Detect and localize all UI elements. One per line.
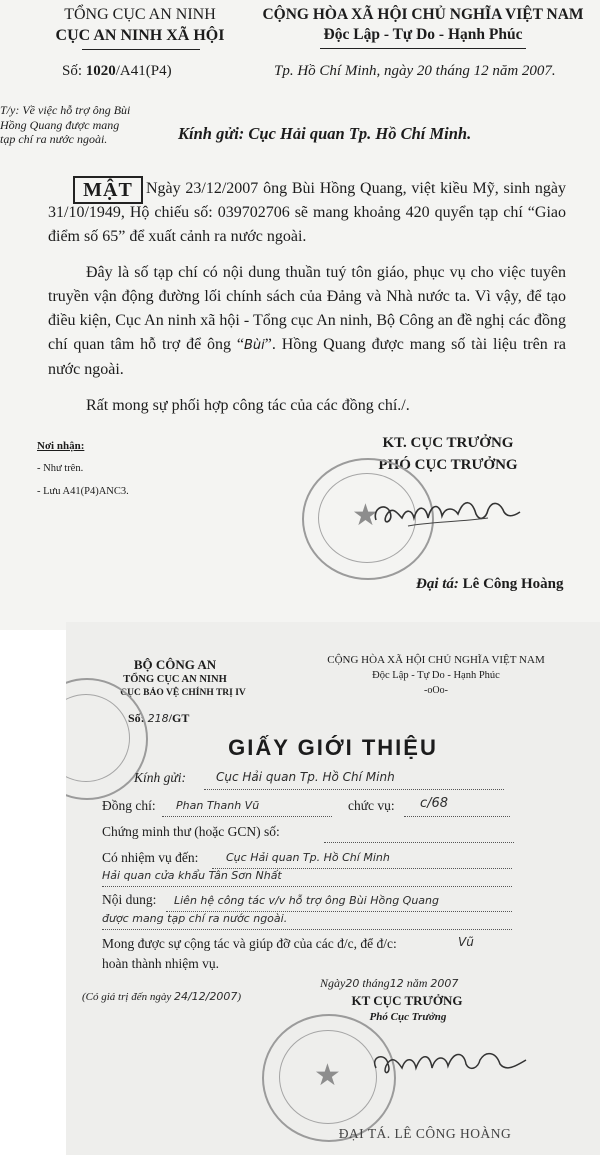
position-label: chức vụ: — [348, 798, 395, 813]
country-name: CỘNG HÒA XÃ HỘI CHỦ NGHĨA VIỆT NAM — [327, 654, 545, 666]
introduction-letter — [66, 622, 600, 1155]
issue-date — [320, 976, 458, 991]
recipient-line — [178, 124, 471, 144]
number-suffix: /GT — [168, 711, 190, 725]
date-prefix: Ngày — [320, 976, 346, 990]
agency-parent: TỔNG CỤC AN NINH — [64, 6, 216, 23]
request-text: Mong được sự cộng tác và giúp đỡ của các đ/c, để đ/c: — [102, 936, 397, 951]
number-label: Số: — [62, 63, 83, 79]
seal-star-icon: ★ — [352, 498, 379, 533]
comrade-value: Phan Thanh Vũ — [176, 799, 260, 812]
signer-name: Lê Công Hoàng — [462, 576, 564, 592]
content-label: Nội dung: — [102, 892, 157, 907]
mission-label: Có nhiệm vụ đến: — [102, 850, 199, 865]
national-motto: Độc Lập - Tự Do - Hạnh Phúc — [372, 670, 500, 681]
paragraph-2: Đây là số tạp chí có nội dung thuần tuý tôn giáo, phục vụ cho việc tuyên truyền vận động đường lối chính sách của Đảng và Nhà nước ta. Vì vậy, để tạo điều kiện, Cục An ninh xã hội - Tổng cục An ninh, Bộ Công an đề nghị các đồng chí quan tâm hỗ trợ để ông “Bùi”. Hồng Quang được mang số tài liệu trên ra nước ngoài. — [48, 264, 566, 378]
signature-title-2: PHÓ CỤC TRƯỞNG — [378, 457, 518, 473]
agency-underline — [82, 49, 200, 50]
signature-scribble — [368, 488, 528, 538]
department-name: TỔNG CỤC AN NINH — [123, 674, 227, 685]
secret-stamp: MẬT — [73, 176, 143, 204]
signature-title-1: KT. CỤC TRƯỞNG — [382, 435, 514, 451]
valid-suffix: ) — [237, 991, 242, 1003]
id-label: Chứng minh thư (hoặc GCN) số: — [102, 824, 280, 839]
paragraph-1: Ngày 23/12/2007 ông Bùi Hồng Quang, việt kiều Mỹ, sinh ngày 31/10/1949, Hộ chiếu số: 039702706 sẽ mang khoảng 420 quyển tạp chí “Giao điểm số 65” để xuất cảnh ra nước ngoài. — [48, 180, 566, 245]
place-date: Tp. Hồ Chí Minh, ngày 20 tháng 12 năm 2007. — [274, 63, 556, 79]
recipient-label: Kính gửi: — [178, 124, 245, 143]
signer-line — [416, 576, 564, 593]
document-title: GIẤY GIỚI THIỆU — [228, 735, 438, 760]
number-label: Số: — [128, 711, 145, 725]
content-value-2: được mang tạp chí ra nước ngoài. — [102, 912, 288, 925]
validity — [82, 990, 241, 1003]
ornament: -oOo- — [424, 685, 448, 696]
paragraph-3: Rất mong sự phối hợp công tác của các đồng chí./. — [86, 397, 410, 414]
content-value-1: Liên hệ công tác v/v hỗ trợ ông Bùi Hồng Quang — [174, 894, 439, 907]
dotted-line — [324, 841, 514, 843]
national-motto: Độc Lập - Tự Do - Hạnh Phúc — [323, 26, 523, 43]
valid-value: 24/12/2007 — [173, 990, 238, 1003]
comrade-label: Đồng chí: — [102, 798, 156, 813]
ministry-name: BỘ CÔNG AN — [133, 657, 217, 672]
dotted-line — [102, 885, 512, 887]
number-value: 218 — [147, 712, 169, 725]
signature-scribble — [366, 1040, 536, 1090]
dotted-line — [404, 815, 510, 817]
dotted-line — [204, 788, 504, 790]
position-value: c/68 — [420, 796, 449, 811]
letter-body — [48, 177, 566, 430]
recipient-label: Kính gửi: — [134, 770, 186, 785]
recipients-label: Nơi nhận: — [37, 440, 85, 452]
signature-title-1: KT CỤC TRƯỞNG — [351, 993, 463, 1008]
agency-name: CỤC AN NINH XÃ HỘI — [55, 27, 225, 44]
dotted-line — [162, 815, 332, 817]
recipient-value: Cục Hải quan Tp. Hồ Chí Minh — [216, 770, 395, 784]
recipient-name: Cục Hải quan Tp. Hồ Chí Minh. — [248, 124, 472, 143]
document-number — [62, 63, 172, 80]
recipients-item: - Lưu A41(P4)ANC3. — [37, 486, 129, 497]
date-month-label: tháng — [362, 976, 390, 990]
paragraph-2-end: . Hồng Quang được mang số tài liệu trên ra nước ngoài. — [48, 336, 566, 378]
mission-value-1: Cục Hải quan Tp. Hồ Chí Minh — [226, 851, 390, 864]
dotted-line — [102, 928, 512, 930]
date-month: 12 — [389, 977, 404, 990]
bureau-name: CỤC BẢO VỆ CHÍNH TRỊ IV — [120, 688, 246, 698]
date-year: 2007 — [430, 977, 459, 990]
subject-line: T/y: Về việc hỗ trợ ông Bùi Hồng Quang được mang tạp chí ra nước ngoài. — [0, 103, 131, 146]
recipients-item: - Như trên. — [37, 463, 84, 474]
date-day: 20 — [345, 977, 360, 990]
handwritten-name: Bùi — [244, 338, 265, 353]
seal-star-icon: ★ — [314, 1058, 341, 1093]
number-suffix: /A41(P4) — [115, 63, 172, 79]
mission-value-2: Hải quan cửa khẩu Tân Sơn Nhất — [102, 869, 282, 882]
date-year-label: năm — [406, 976, 428, 990]
request-value: Vũ — [458, 935, 474, 949]
valid-label: (Có giá trị đến ngày — [82, 991, 172, 1003]
signer-rank: Đại tá: — [416, 576, 459, 592]
signature-title-2: Phó Cục Trưởng — [369, 1011, 447, 1023]
country-name: CỘNG HÒA XÃ HỘI CHỦ NGHĨA VIỆT NAM — [262, 6, 584, 23]
request-text-2: hoàn thành nhiệm vụ. — [102, 956, 219, 971]
motto-underline — [320, 48, 526, 49]
signer-name: ĐẠI TÁ. LÊ CÔNG HOÀNG — [338, 1126, 512, 1141]
number-value: 1020 — [85, 63, 116, 79]
paragraph-2-text: Đây là số tạp chí có nội dung thuần tuý tôn giáo, phục vụ cho việc tuyên truyền vận động đường lối chính sách của Đảng và Nhà nước ta. Vì vậy, để tạo điều kiện, Cục An ninh xã hội - Tổng cục An ninh, Bộ Công an đề nghị các đồng chí quan tâm hỗ trợ để ông — [48, 264, 566, 353]
